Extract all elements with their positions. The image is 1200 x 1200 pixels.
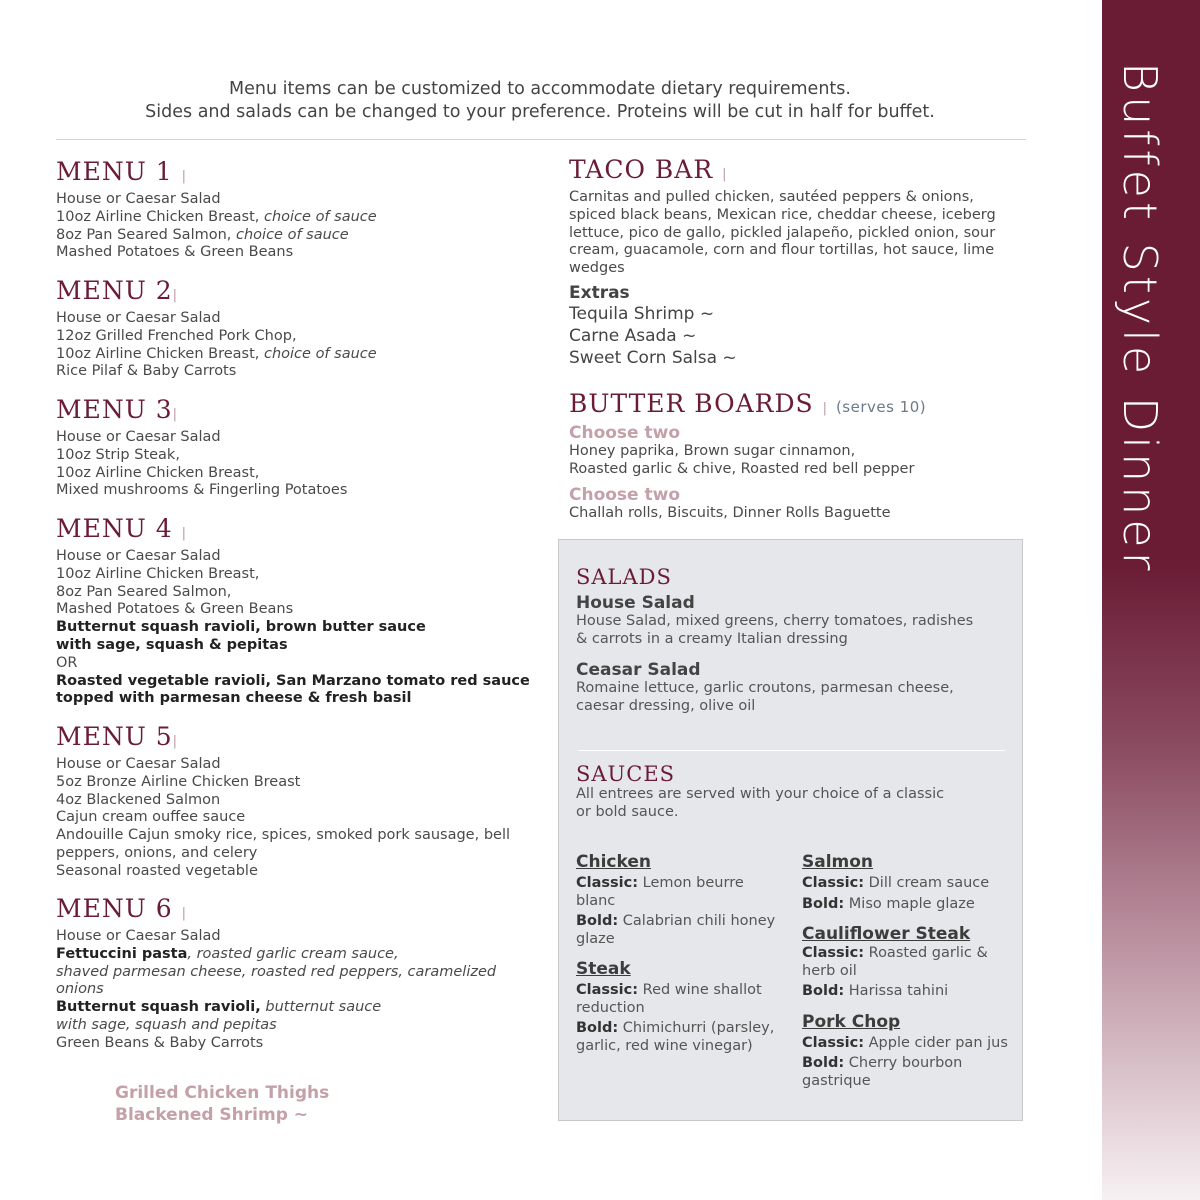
menu-item: House or Caesar Salad	[56, 756, 221, 772]
menu-item: Mashed Potatoes & Green Beans	[56, 601, 294, 618]
menu-2-title: MENU 2	[56, 276, 173, 305]
menu-item: 12oz Grilled Frenched Pork Chop,	[56, 327, 297, 344]
menu-item: Roasted vegetable ravioli, San Marzano tomato red sauce	[56, 672, 530, 689]
menu-item: House or Caesar Salad	[56, 548, 221, 564]
menu-item: Butternut squash ravioli, brown butter sauce	[56, 619, 426, 636]
salads-sauces-panel	[558, 539, 1023, 1121]
salads-section	[576, 565, 973, 715]
menu-item: OR	[56, 654, 78, 671]
menu-3	[56, 396, 347, 500]
addon-item: Grilled Chicken Thighs	[115, 1083, 330, 1103]
house-salad-desc: House Salad, mixed greens, cherry tomatoes, radishes	[576, 613, 974, 629]
taco-bar-description: cream, guacamole, corn and flour tortillas, hot sauce, lime	[569, 242, 995, 259]
menu-item: Cajun cream ouffee sauce	[56, 809, 246, 826]
menu-6-title: MENU 6	[56, 894, 173, 923]
menu-item: onions	[56, 981, 104, 998]
menu-item: shaved parmesan cheese, roasted red peppers, caramelized	[56, 963, 497, 980]
sauce-heading-salmon: Salmon	[802, 852, 874, 872]
title-separator: |	[172, 407, 178, 422]
menu-item: Mixed mushrooms & Fingerling Potatoes	[56, 482, 348, 499]
menu-1	[56, 158, 377, 262]
extra-item: Carne Asada ~	[569, 326, 697, 346]
menu-item: 8oz Pan Seared Salmon, choice of sauce	[56, 226, 349, 243]
menu-item: Rice Pilaf & Baby Carrots	[56, 363, 237, 380]
taco-bar-description: spiced black beans, Mexican rice, cheddar cheese, iceberg	[569, 206, 996, 223]
menu-item: House or Caesar Salad	[56, 429, 221, 445]
menu-item: 10oz Strip Steak,	[56, 446, 180, 463]
butter-option: Roasted garlic & chive, Roasted red bell pepper	[569, 460, 915, 477]
menu-5-title: MENU 5	[56, 722, 173, 751]
menu-item: peppers, onions, and celery	[56, 844, 258, 861]
caesar-salad-desc: Romaine lettuce, garlic croutons, parmesan cheese,	[576, 680, 954, 696]
menu-item: 10oz Airline Chicken Breast,	[56, 464, 260, 481]
extra-item: Tequila Shrimp ~	[569, 304, 715, 324]
serves-note: (serves 10)	[835, 398, 927, 416]
salads-title: SALADS	[576, 565, 672, 589]
divider	[56, 139, 1026, 140]
caesar-salad-desc: caesar dressing, olive oil	[576, 697, 756, 714]
menu-item: 10oz Airline Chicken Breast, choice of sauce	[56, 345, 377, 362]
sauces-title: SAUCES	[576, 762, 676, 786]
sauce-heading-pork-chop: Pork Chop	[802, 1011, 901, 1032]
title-separator: |	[181, 906, 186, 921]
taco-bar-description: Carnitas and pulled chicken, sautéed peppers & onions,	[569, 189, 974, 205]
menu-item: House or Caesar Salad	[56, 191, 221, 207]
menu-item: with sage, squash and pepitas	[56, 1016, 277, 1033]
title-separator: |	[722, 167, 727, 182]
title-separator: |	[181, 526, 186, 541]
butter-boards	[569, 390, 926, 479]
title-separator: |	[172, 288, 178, 303]
taco-extras	[569, 283, 737, 369]
title-separator: |	[822, 401, 827, 416]
menu-4	[56, 515, 530, 708]
sauces-intro: All entrees are served with your choice of a classic	[576, 786, 945, 802]
title-separator: |	[172, 734, 178, 749]
menu-item: Mashed Potatoes & Green Beans	[56, 244, 294, 261]
taco-bar-description: lettuce, pico de gallo, pickled jalapeño, pickled onion, sour	[569, 224, 996, 241]
menu-3-title: MENU 3	[56, 395, 173, 424]
menu-item: 10oz Airline Chicken Breast,	[56, 565, 260, 582]
sauces-intro: or bold sauce.	[576, 803, 679, 820]
taco-bar-title: TACO BAR	[569, 155, 714, 184]
menu-item: Fettuccini pasta, roasted garlic cream sauce,	[56, 945, 399, 962]
menu-2	[56, 277, 377, 381]
taco-bar-description: wedges	[569, 260, 625, 277]
bread-options	[569, 485, 891, 523]
sauces-section	[576, 762, 944, 821]
menu-4-title: MENU 4	[56, 514, 173, 543]
caesar-salad-title: Ceasar Salad	[576, 660, 701, 680]
house-salad-title: House Salad	[576, 593, 695, 613]
choose-two-label: Choose two	[569, 423, 681, 443]
menu-item: Andouille Cajun smoky rice, spices, smoked pork sausage, bell	[56, 827, 510, 844]
menu-6	[56, 895, 496, 1053]
panel-divider	[578, 750, 1005, 751]
menu-item: 8oz Pan Seared Salmon,	[56, 583, 232, 600]
menu-item: 4oz Blackened Salmon	[56, 791, 221, 808]
extra-item: Sweet Corn Salsa ~	[569, 348, 737, 368]
menu-item: 5oz Bronze Airline Chicken Breast	[56, 773, 301, 790]
house-salad-desc: & carrots in a creamy Italian dressing	[576, 630, 848, 647]
extras-label: Extras	[569, 283, 630, 303]
choose-two-label: Choose two	[569, 485, 681, 505]
side-title: Buffet Style Dinner	[1113, 62, 1167, 575]
menu-item: House or Caesar Salad	[56, 310, 221, 326]
menu-5	[56, 723, 510, 881]
menu-item: Butternut squash ravioli, butternut sauce	[56, 999, 382, 1016]
intro-line-2: Sides and salads can be changed to your preference. Proteins will be cut in half for buffet.	[145, 102, 935, 122]
menu-item: topped with parmesan cheese & fresh basil	[56, 690, 412, 707]
taco-bar	[569, 156, 996, 278]
menu-item: with sage, squash & pepitas	[56, 636, 288, 653]
menu-item: House or Caesar Salad	[56, 928, 221, 944]
menu-item: Green Beans & Baby Carrots	[56, 1034, 264, 1051]
menu-item: 10oz Airline Chicken Breast, choice of sauce	[56, 208, 377, 225]
sauce-col-left: Chicken Classic: Lemon beurre blanc Bold: Calabrian chili honey glaze Steak Classic: Red wine shallot reduction Bold: Chimichurri (parsley, garlic, red wine vinegar)	[576, 852, 776, 1054]
sauce-heading-chicken: Chicken	[576, 852, 651, 872]
butter-boards-title: BUTTER BOARDS	[569, 389, 814, 418]
title-separator: |	[181, 169, 186, 184]
intro-line-1: Menu items can be customized to accommodate dietary requirements.	[229, 79, 851, 99]
menu-item: Seasonal roasted vegetable	[56, 862, 258, 879]
butter-option: Honey paprika, Brown sugar cinnamon,	[569, 443, 856, 459]
addons	[115, 1082, 329, 1126]
sauce-heading-cauliflower: Cauliflower Steak	[802, 924, 971, 944]
sauce-col-right: Salmon Classic: Dill cream sauce Bold: Miso maple glaze Cauliflower Steak Classic: Roasted garlic & herb oil Bold: Harissa tahini Pork Chop Classic: Apple cider pan jus Bold: Cherry bourbon gastrique	[802, 852, 1012, 1090]
sauce-heading-steak: Steak	[576, 959, 631, 979]
intro-text	[56, 78, 1024, 124]
addon-item: Blackened Shrimp ~	[115, 1105, 309, 1125]
bread-option: Challah rolls, Biscuits, Dinner Rolls Baguette	[569, 505, 891, 521]
menu-1-title: MENU 1	[56, 157, 173, 186]
